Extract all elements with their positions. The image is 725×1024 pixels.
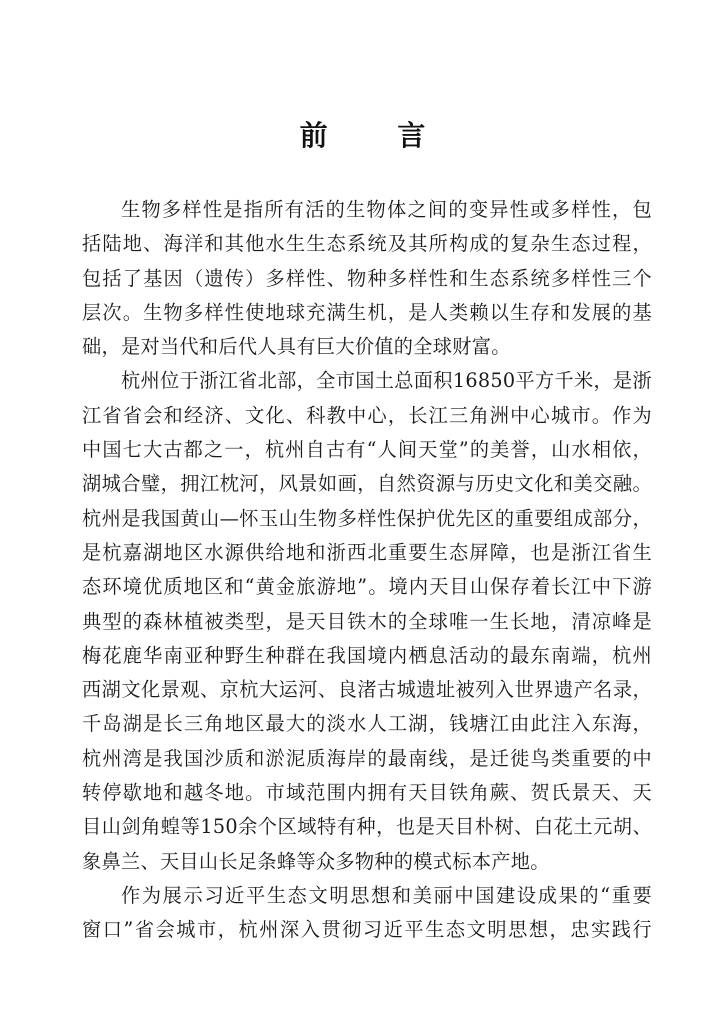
text-line: 作为展示习近平生态文明思想和美丽中国建设成果的“重要 [121, 883, 652, 907]
text-line: 生物多样性是指所有活的生物体之间的变异性或多样性，包 [121, 198, 652, 221]
text-line: 是杭嘉湖地区水源供给地和浙西北重要生态屏障，也是浙江省生 [82, 540, 652, 564]
text-line: 中国七大古都之一，杭州自古有“人间天堂”的美誉，山水相依， [82, 438, 652, 462]
text-line: 梅花鹿华南亚种野生种群在我国境内栖息活动的最东南端，杭州 [82, 643, 652, 667]
text-line: 杭州湾是我国沙质和淤泥质海岸的最南线，是迁徙鸟类重要的中 [82, 746, 652, 770]
text-line: 典型的森林植被类型，是天目铁木的全球唯一生长地，清凉峰是 [82, 609, 652, 633]
text-line: 象鼻兰、天目山长足条蜂等众多物种的模式标本产地。 [82, 849, 550, 873]
text-line: 层次。生物多样性使地球充满生机，是人类赖以生存和发展的基 [82, 300, 652, 324]
text-line: 江省省会和经济、文化、科教中心，长江三角洲中心城市。作为 [82, 403, 652, 427]
body-text [82, 193, 652, 948]
text-line: 目山剑角蝗等150余个区域特有种，也是天目朴树、白花土元胡、 [82, 815, 652, 839]
text-line: 括陆地、海洋和其他水生生态系统及其所构成的复杂生态过程， [82, 232, 652, 256]
text-line: 湖城合璧，拥江枕河，风景如画，自然资源与历史文化和美交融。 [82, 472, 652, 496]
text-line: 转停歇地和越冬地。市域范围内拥有天目铁角蕨、贺氏景天、天 [82, 781, 652, 805]
text-line: 千岛湖是长三角地区最大的淡水人工湖，钱塘江由此注入东海， [82, 712, 652, 736]
text-line: 包括了基因（遗传）多样性、物种多样性和生态系统多样性三个 [82, 266, 652, 290]
text-line: 窗口”省会城市，杭州深入贯彻习近平生态文明思想，忠实践行 [82, 918, 652, 942]
text-line: 态环境优质地区和“黄金旅游地”。境内天目山保存着长江中下游 [82, 575, 652, 599]
text-line: 杭州位于浙江省北部，全市国土总面积16850平方千米，是浙 [121, 369, 652, 393]
text-line: 西湖文化景观、京杭大运河、良渚古城遗址被列入世界遗产名录， [82, 678, 652, 702]
text-line: 础，是对当代和后代人具有巨大价值的全球财富。 [82, 335, 511, 359]
page-title: 前 言 [299, 119, 456, 152]
text-line: 杭州是我国黄山—怀玉山生物多样性保护优先区的重要组成部分， [82, 506, 652, 530]
